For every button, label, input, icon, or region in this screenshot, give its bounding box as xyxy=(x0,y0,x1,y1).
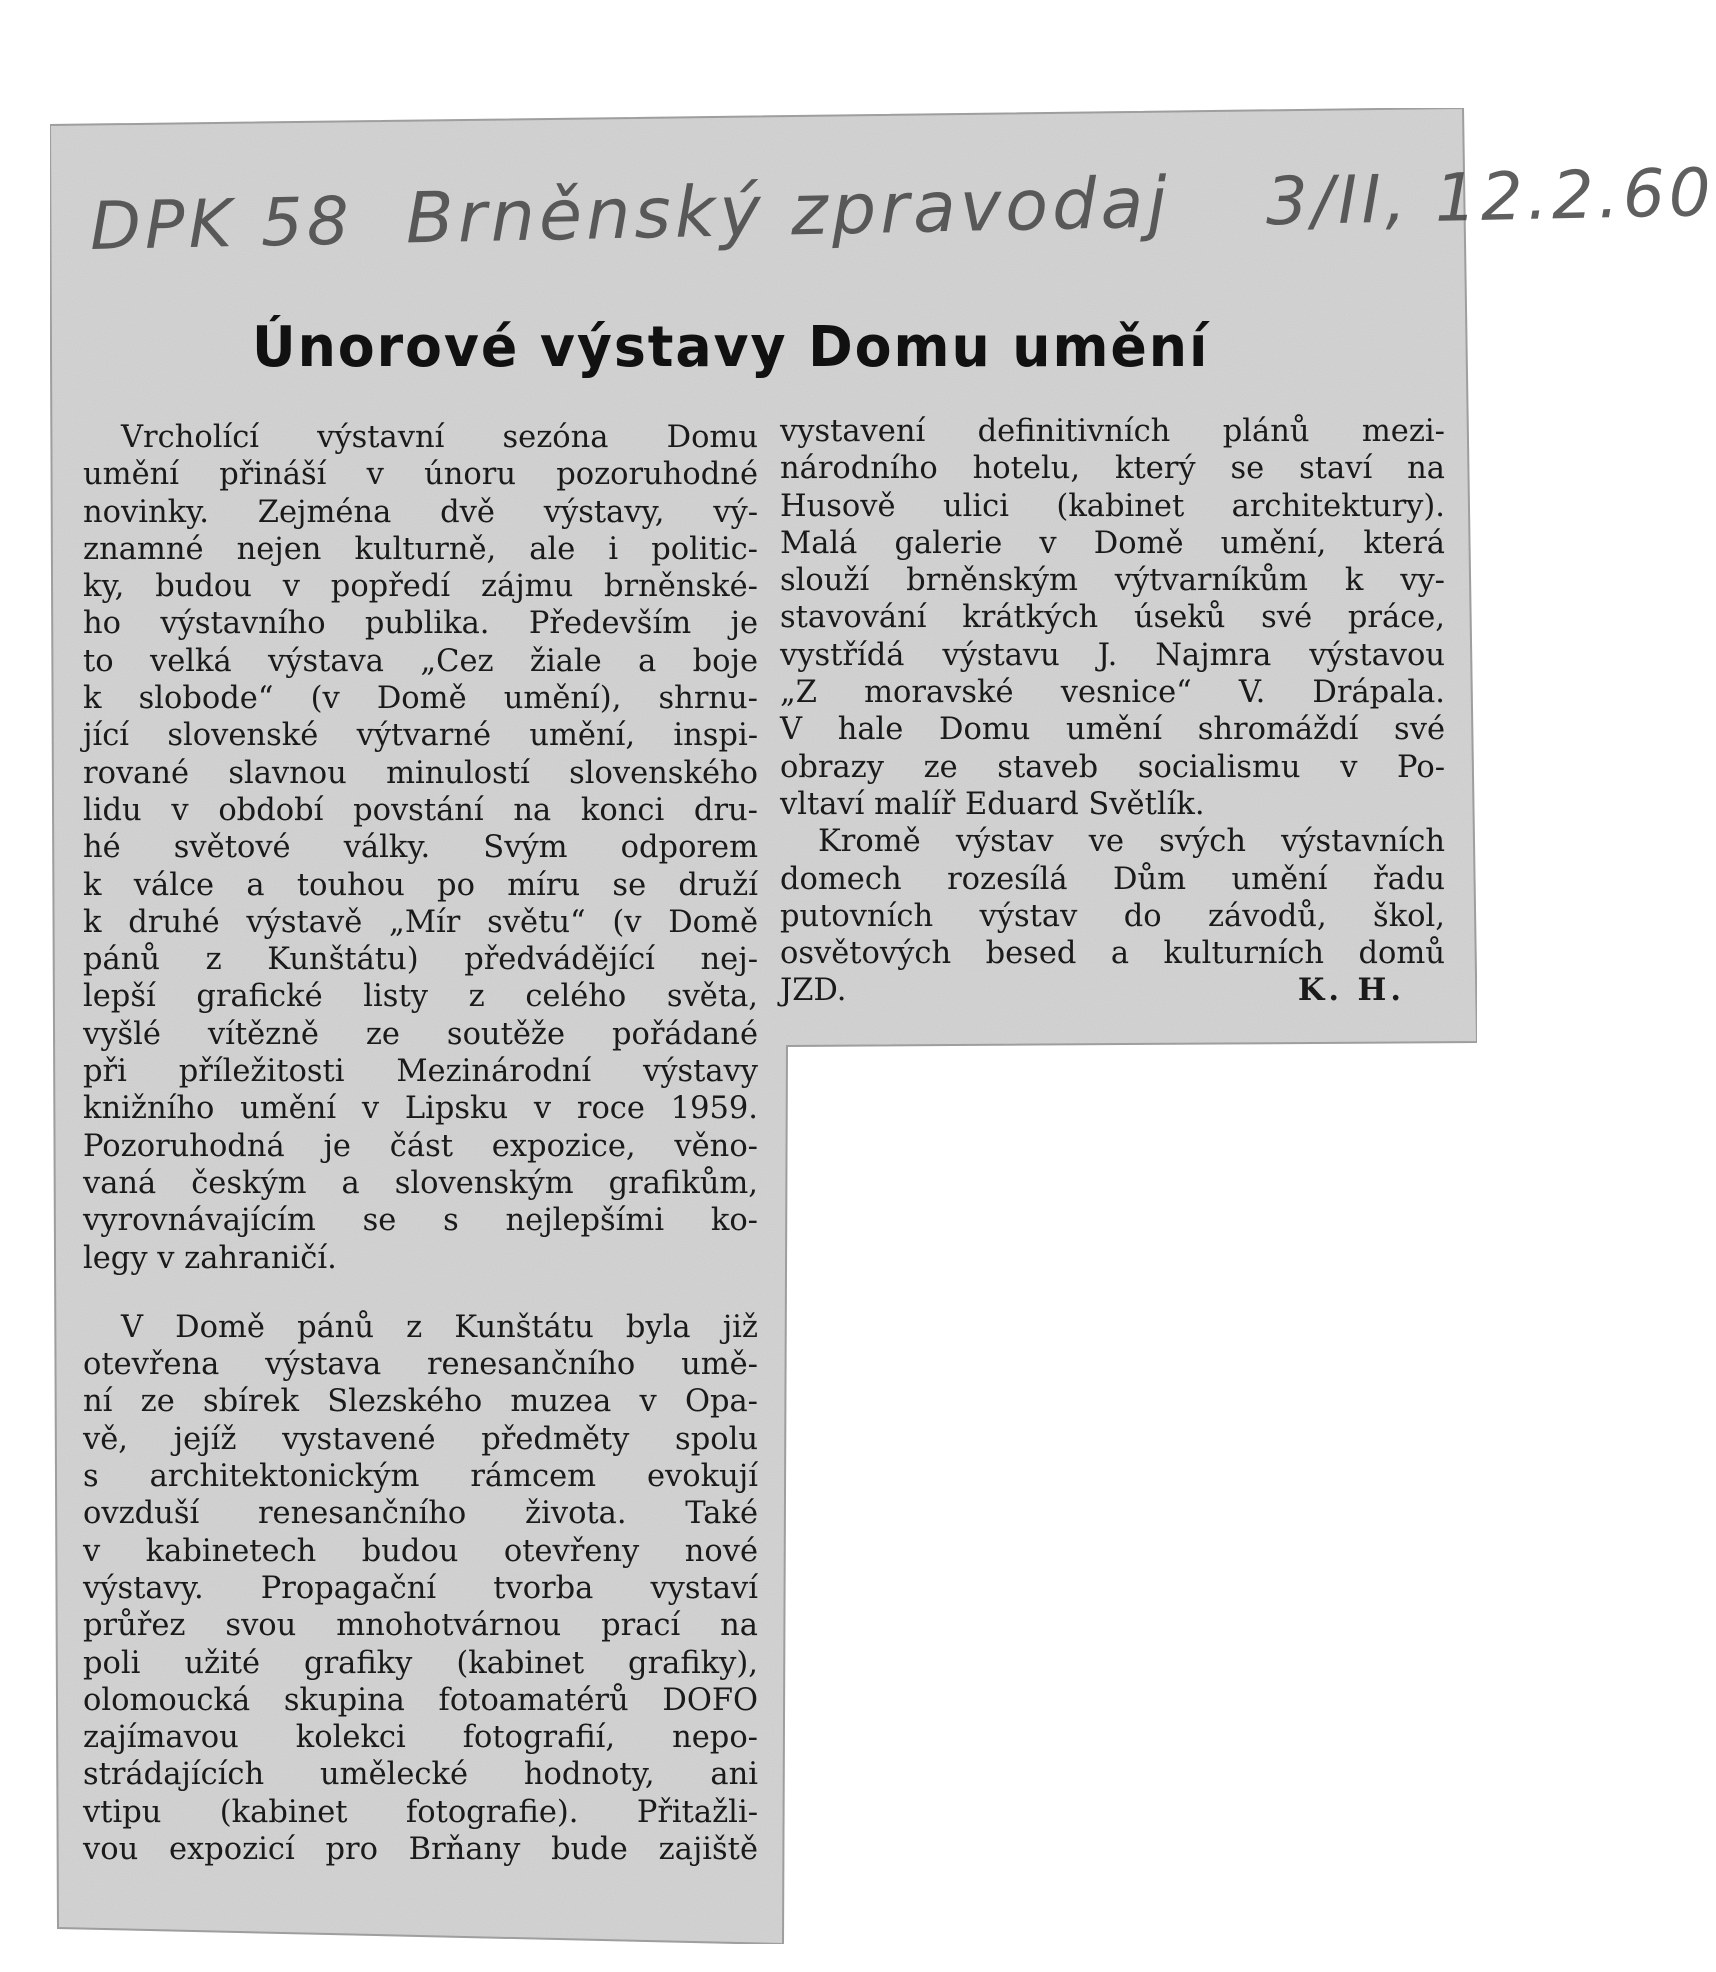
article-left-column xyxy=(83,419,758,1868)
text-line: vystřídá výstavu J. Najmra výstavou xyxy=(780,637,1445,673)
text-line: zajímavou kolekci fotografií, nepo- xyxy=(83,1720,758,1756)
text-line: vě, jejíž vystavené předměty spolu xyxy=(83,1421,758,1457)
text-line: Pozoruhodná je část expozice, věno- xyxy=(83,1128,758,1164)
text-line: při příležitosti Mezinárodní výstavy xyxy=(83,1054,758,1090)
text-line: putovních výstav do závodů, škol, xyxy=(780,898,1445,934)
text-line: pánů z Kunštátu) předvádějící nej- xyxy=(83,942,758,978)
text-line: vyrovnávajícím se s nejlepšími ko- xyxy=(83,1203,758,1239)
text-line: „Z moravské vesnice“ V. Drápala. xyxy=(780,675,1445,711)
text-line: výstavy. Propagační tvorba vystaví xyxy=(83,1570,758,1606)
archive-code: DPK 58 xyxy=(89,182,354,266)
text-line: lepší grafické listy z celého světa, xyxy=(83,979,758,1015)
text-line: V hale Domu umění shromáždí své xyxy=(780,712,1445,748)
newspaper-source: Brněnský zpravodaj xyxy=(404,161,1172,260)
text-line: Kromě výstav ve svých výstavních xyxy=(818,824,1445,860)
text-line: jící slovenské výtvarné umění, inspi- xyxy=(83,718,758,754)
text-line: ovzduší renesančního života. Také xyxy=(83,1496,758,1532)
text-line: Vrcholící výstavní sezóna Domu xyxy=(121,420,758,455)
text-line: olomoucká skupina fotoamatérů DOFO xyxy=(83,1682,758,1718)
text-line: rované slavnou minulostí slovenského xyxy=(83,755,758,791)
text-line: vyšlé vítězně ze soutěže pořádané xyxy=(83,1016,758,1052)
text-line: otevřena výstava renesančního umě- xyxy=(83,1347,758,1383)
author-signature: K. H. xyxy=(1297,972,1405,1009)
text-line: Malá galerie v Domě umění, která xyxy=(780,525,1445,561)
text-line: ho výstavního publika. Především je xyxy=(83,606,758,642)
text-line: poli užité grafiky (kabinet grafiky), xyxy=(83,1645,758,1681)
text-line: novinky. Zejména dvě výstavy, vý- xyxy=(83,494,758,530)
text-line: stavování krátkých úseků své práce, xyxy=(780,600,1445,636)
text-line: k válce a touhou po míru se druží xyxy=(83,867,758,903)
text-line: s architektonickým rámcem evokují xyxy=(83,1459,758,1495)
text-line: v kabinetech budou otevřeny nové xyxy=(83,1533,758,1569)
text-line: vystavení definitivních plánů mezi- xyxy=(780,414,1445,449)
article-right-column xyxy=(780,413,1445,1010)
text-line: hé světové války. Svým odporem xyxy=(83,830,758,866)
text-line: umění přináší v únoru pozoruhodné xyxy=(83,457,758,493)
text-line: domech rozesílá Dům umění řadu xyxy=(780,861,1445,897)
text-line: V Domě pánů z Kunštátu byla již xyxy=(121,1309,758,1345)
text-line: znamné nejen kulturně, ale i politic- xyxy=(83,531,758,567)
closing-line xyxy=(780,972,1445,1009)
text-line: Husově ulici (kabinet architektury). xyxy=(780,488,1445,524)
text-line: JZD. xyxy=(780,973,847,1009)
text-line: průřez svou mnohotvárnou prací na xyxy=(83,1608,758,1644)
text-line: osvětových besed a kulturních domů xyxy=(780,936,1445,972)
text-line: vaná českým a slovenským grafikům, xyxy=(83,1165,758,1201)
text-line: slouží brněnským výtvarníkům k vy- xyxy=(780,563,1445,599)
text-line: ky, budou v popředí zájmu brněnské- xyxy=(83,569,758,605)
publication-date: 3/II, 12.2.60 xyxy=(1264,154,1716,241)
text-line: to velká výstava „Cez žiale a boje xyxy=(83,643,758,679)
text-line: ní ze sbírek Slezského muzea v Opa- xyxy=(83,1384,758,1420)
article-headline: Únorové výstavy Domu umění xyxy=(252,315,1210,380)
text-line: vou expozicí pro Brňany bude zajiště xyxy=(83,1831,758,1867)
text-line: strádajících umělecké hodnoty, ani xyxy=(83,1757,758,1793)
text-line: k druhé výstavě „Mír světu“ (v Domě xyxy=(83,904,758,940)
text-line: obrazy ze staveb socialismu v Po- xyxy=(780,749,1445,785)
text-line: lidu v období povstání na konci dru- xyxy=(83,792,758,828)
text-line: legy v zahraničí. xyxy=(83,1240,337,1276)
text-line: národního hotelu, který se staví na xyxy=(780,451,1445,487)
paragraph-gap xyxy=(83,1277,758,1309)
text-line: k slobode“ (v Domě umění), shrnu- xyxy=(83,681,758,717)
text-line: knižního umění v Lipsku v roce 1959. xyxy=(83,1091,758,1127)
text-line: vtipu (kabinet fotografie). Přitažli- xyxy=(83,1794,758,1830)
text-line: vltaví malíř Eduard Světlík. xyxy=(780,786,1205,822)
